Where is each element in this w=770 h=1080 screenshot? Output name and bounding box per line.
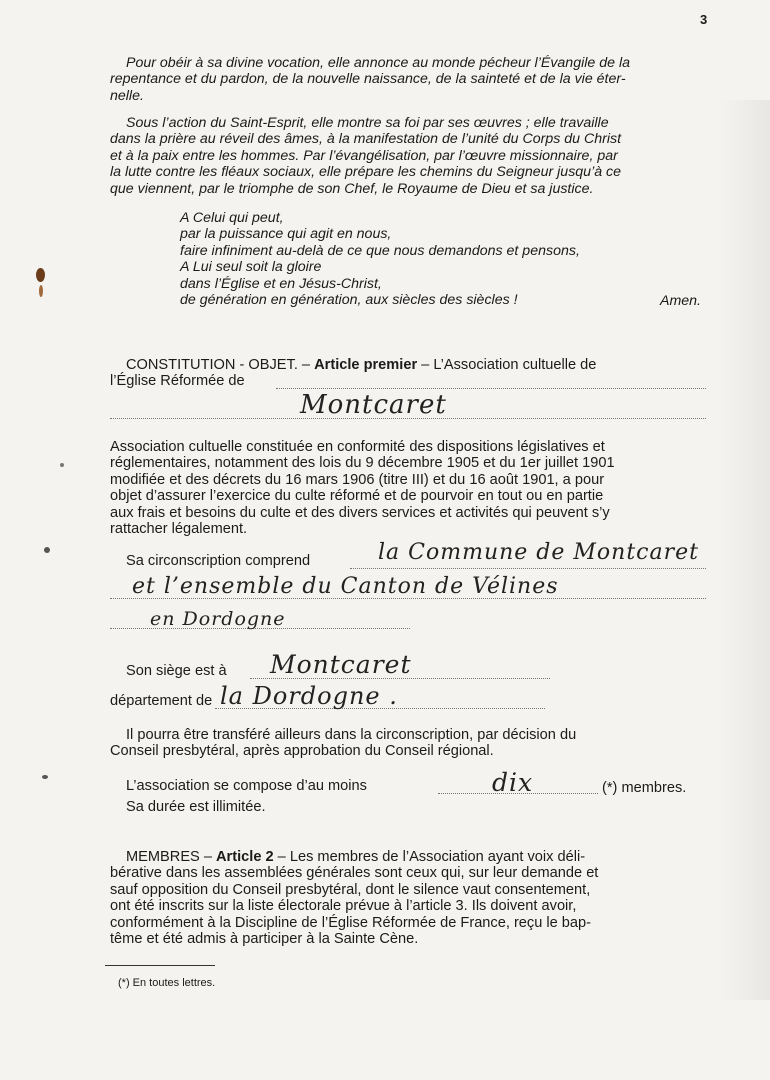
text-line: rattacher légalement.: [110, 521, 248, 538]
doxology-line: dans l’Église et en Jésus-Christ,: [180, 275, 382, 292]
handwritten-siege: Montcaret: [270, 650, 412, 679]
doxology-line: par la puissance qui agit en nous,: [180, 226, 392, 243]
amen: Amen.: [660, 293, 702, 309]
doxology-line: de génération en génération, aux siècles des siècles !: [180, 292, 518, 309]
doxology-line: A Celui qui peut,: [180, 210, 284, 226]
ink-spot: [42, 775, 48, 779]
doxology-line: faire infiniment au-delà de ce que nous demandons et pensons,: [180, 242, 580, 259]
doxology: [180, 210, 700, 308]
text-line: Il pourra être transféré ailleurs dans la circonscription, par décision du: [126, 727, 577, 743]
handwritten-church-name: Montcaret: [300, 390, 447, 420]
text-line: nelle.: [110, 87, 144, 104]
text-line: aux frais et besoins du culte et des divers services et activités qui peuvent s’y: [110, 504, 610, 521]
article-2: [110, 849, 710, 947]
page-number: 3: [700, 12, 708, 27]
fill-line: [276, 388, 706, 389]
ink-spot: [60, 463, 64, 467]
siege-label: Son siège est à: [126, 663, 227, 679]
circonscription-label: Sa circonscription comprend: [126, 553, 311, 569]
handwritten-circonscription-1: la Commune de Montcaret: [378, 540, 699, 565]
text-line: réglementaires, notamment des lois du 9 décembre 1905 et du 1er juillet 1901: [110, 455, 615, 472]
ink-spot: [44, 547, 50, 553]
text-line: bérative dans les assemblées générales sont ceux qui, sur leur demande et: [110, 865, 599, 882]
departement-label: département de: [110, 693, 213, 709]
heading-suffix: – L’Association cultuelle de: [417, 357, 597, 373]
handwritten-circonscription-3: en Dordogne: [150, 608, 286, 630]
article-title: Article premier: [314, 357, 418, 373]
handwritten-member-count: dix: [492, 768, 534, 797]
text-line: Pour obéir à sa divine vocation, elle annonce au monde pécheur l’Évangile de la: [126, 55, 630, 71]
fill-line: [110, 418, 706, 419]
handwritten-departement: la Dordogne .: [220, 682, 398, 710]
text-line: ont été inscrits sur la liste électorale prévue à l’article 3. Ils doivent avoir,: [110, 898, 577, 915]
footnote: (*) En toutes lettres.: [118, 977, 216, 989]
heading-prefix: CONSTITUTION - OBJET. –: [126, 357, 315, 373]
text-line: repentance et du pardon, de la nouvelle naissance, de la sainteté et de la vie éter-: [110, 71, 626, 88]
ink-spot: [36, 268, 45, 282]
article-1-heading: [110, 357, 710, 390]
intro-paragraph-1: [110, 55, 710, 104]
handwritten-circonscription-2: et l’ensemble du Canton de Vélines: [132, 574, 559, 599]
intro-paragraph-2: [110, 115, 710, 197]
church-of-label: l’Église Réformée de: [110, 373, 245, 390]
text-line: – Les membres de l’Association ayant voix déli-: [273, 849, 586, 865]
text-line: Conseil presbytéral, après approbation du Conseil régional.: [110, 743, 494, 760]
footnote-rule: [105, 965, 215, 966]
text-line: la lutte contre les fléaux sociaux, elle prépare les chemins du Seigneur jusqu’à ce: [110, 164, 622, 181]
article-2-prefix: MEMBRES –: [126, 849, 217, 865]
compose-label: L’association se compose d’au moins: [126, 778, 367, 794]
transfer-paragraph: [110, 727, 710, 760]
text-line: objet d’assurer l’exercice du culte réformé et de pourvoir en tout ou en partie: [110, 488, 604, 505]
members-suffix: (*) membres.: [602, 780, 687, 796]
fill-line: [350, 568, 706, 569]
text-line: tême et été admis à participer à la Sainte Cène.: [110, 931, 419, 948]
text-line: et à la paix entre les hommes. Par l’évangélisation, par l’œuvre missionnaire, par: [110, 147, 618, 164]
text-line: dans la prière au réveil des âmes, à la manifestation de l’unité du Corps du Christ: [110, 131, 622, 148]
doxology-line: A Lui seul soit la gloire: [180, 259, 322, 276]
article-1-body: [110, 439, 710, 537]
ink-spot: [39, 285, 43, 297]
text-line: modifiée et des décrets du 16 mars 1906 (titre III) et du 16 août 1901, a pour: [110, 471, 605, 488]
scan-shadow: [720, 100, 770, 1000]
text-line: que viennent, par le triomphe de son Chef, le Royaume de Dieu et sa justice.: [110, 180, 594, 197]
text-line: Sous l’action du Saint-Esprit, elle montre sa foi par ses œuvres ; elle travaille: [126, 115, 609, 131]
text-line: sauf opposition du Conseil presbytéral, dont le silence vaut consentement,: [110, 881, 591, 898]
duration-text: Sa durée est illimitée.: [126, 799, 266, 815]
text-line: Association cultuelle constituée en conformité des dispositions législatives et: [110, 439, 605, 455]
article-2-title: Article 2: [216, 849, 274, 865]
text-line: conformément à la Discipline de l’Église Réformée de France, reçu le bap-: [110, 914, 592, 931]
